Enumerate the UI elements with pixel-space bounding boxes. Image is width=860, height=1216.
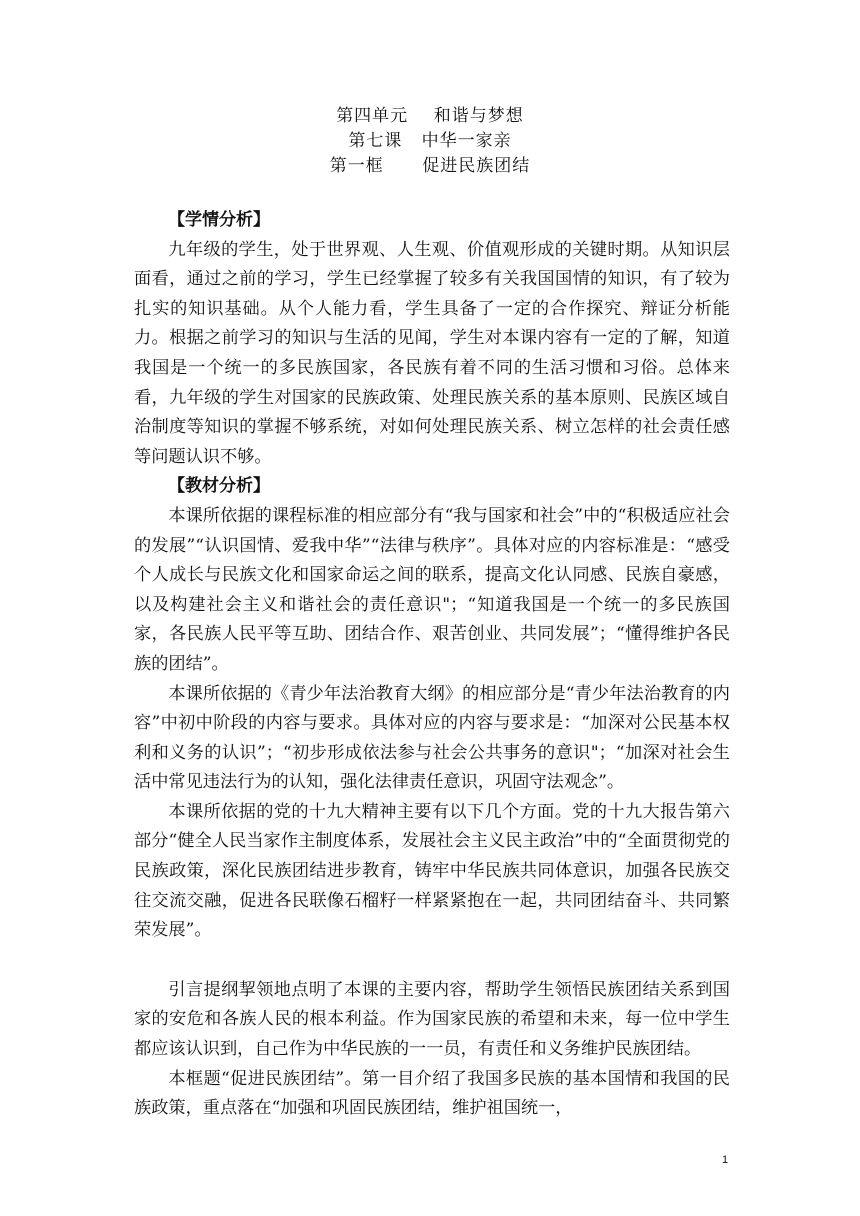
introduction-paragraph: 引言提纲挈领地点明了本课的主要内容，帮助学生领悟民族团结关系到国家的安危和各族人民的根本利益。作为国家民族的希望和未来，每一位中学生都应该认识到，自己作为中华民族的一一员，有责任和义务维护民族团结。 (134, 979, 730, 1060)
section-title: 第一框 促进民族团结 (329, 156, 531, 176)
lesson-title: 第七课 中华一家亲 (348, 131, 512, 151)
curriculum-standard-paragraph: 本课所依据的课程标准的相应部分有“我与国家和社会”中的“积极适应社会的发展”“认识国情、爱我中华”“法律与秩序”。具体对应的内容标准是：“感受个人成长与民族文化和国家命运之间的联系，提高文化认同感、民族自豪感，以及构建社会主义和谐社会的责任意识"；“知道我国是一个统一的多民族国家，各民族人民平等互助、团结合作、艰苦创业、共同发展”；“懂得维护各民族的团结”。 (134, 505, 730, 674)
unit-title: 第四单元 和谐与梦想 (336, 106, 524, 126)
learner-analysis-heading: 【学情分析】 (168, 210, 270, 230)
legal-education-paragraph: 本课所依据的《青少年法治教育大纲》的相应部分是“青少年法治教育的内容”中初中阶段的内容与要求。具体对应的内容与要求是：“加深对公民基本权利和义务的认识”；“初步形成依法参与社会公共事务的意识"；“加深对社会生活中常见违法行为的认知，强化法律责任意识，巩固守法观念”。 (134, 683, 730, 793)
learner-analysis-paragraph: 九年级的学生，处于世界观、人生观、价值观形成的关键时期。从知识层面看，通过之前的学习，学生已经掌握了较多有关我国国情的知识，有了较为扎实的知识基础。从个人能力看，学生具备了一定的合作探究、辩证分析能力。根据之前学习的知识与生活的见闻，学生对本课内容有一定的了解，知道我国是一个统一的多民族国家，各民族有着不同的生活习惯和习俗。总体来看，九年级的学生对国家的民族政策、处理民族关系的基本原则、民族区域自治制度等知识的掌握不够系统，对如何处理民族关系、树立怎样的社会责任感等问题认识不够。 (134, 239, 730, 467)
page-number: 1 (722, 1154, 729, 1166)
section-topic-paragraph: 本框题“促进民族团结”。第一目介绍了我国多民族的基本国情和我国的民族政策，重点落在“加强和巩固民族团结，维护祖国统一， (134, 1068, 730, 1119)
title-block (0, 104, 860, 179)
textbook-analysis-heading: 【教材分析】 (168, 476, 270, 497)
congress-spirit-paragraph: 本课所依据的党的十九大精神主要有以下几个方面。党的十九大报告第六部分“健全人民当家作主制度体系，发展社会主义民主政治”中的“全面贯彻党的民族政策，深化民族团结进步教育，铸牢中华民族共同体意识，加强各民族交往交流交融，促进各民联像石榴籽一样紧紧抱在一起，共同团结奋斗、共同繁荣发展”。 (134, 801, 730, 941)
paragraph-gap (134, 946, 730, 976)
document-body (134, 206, 730, 1124)
